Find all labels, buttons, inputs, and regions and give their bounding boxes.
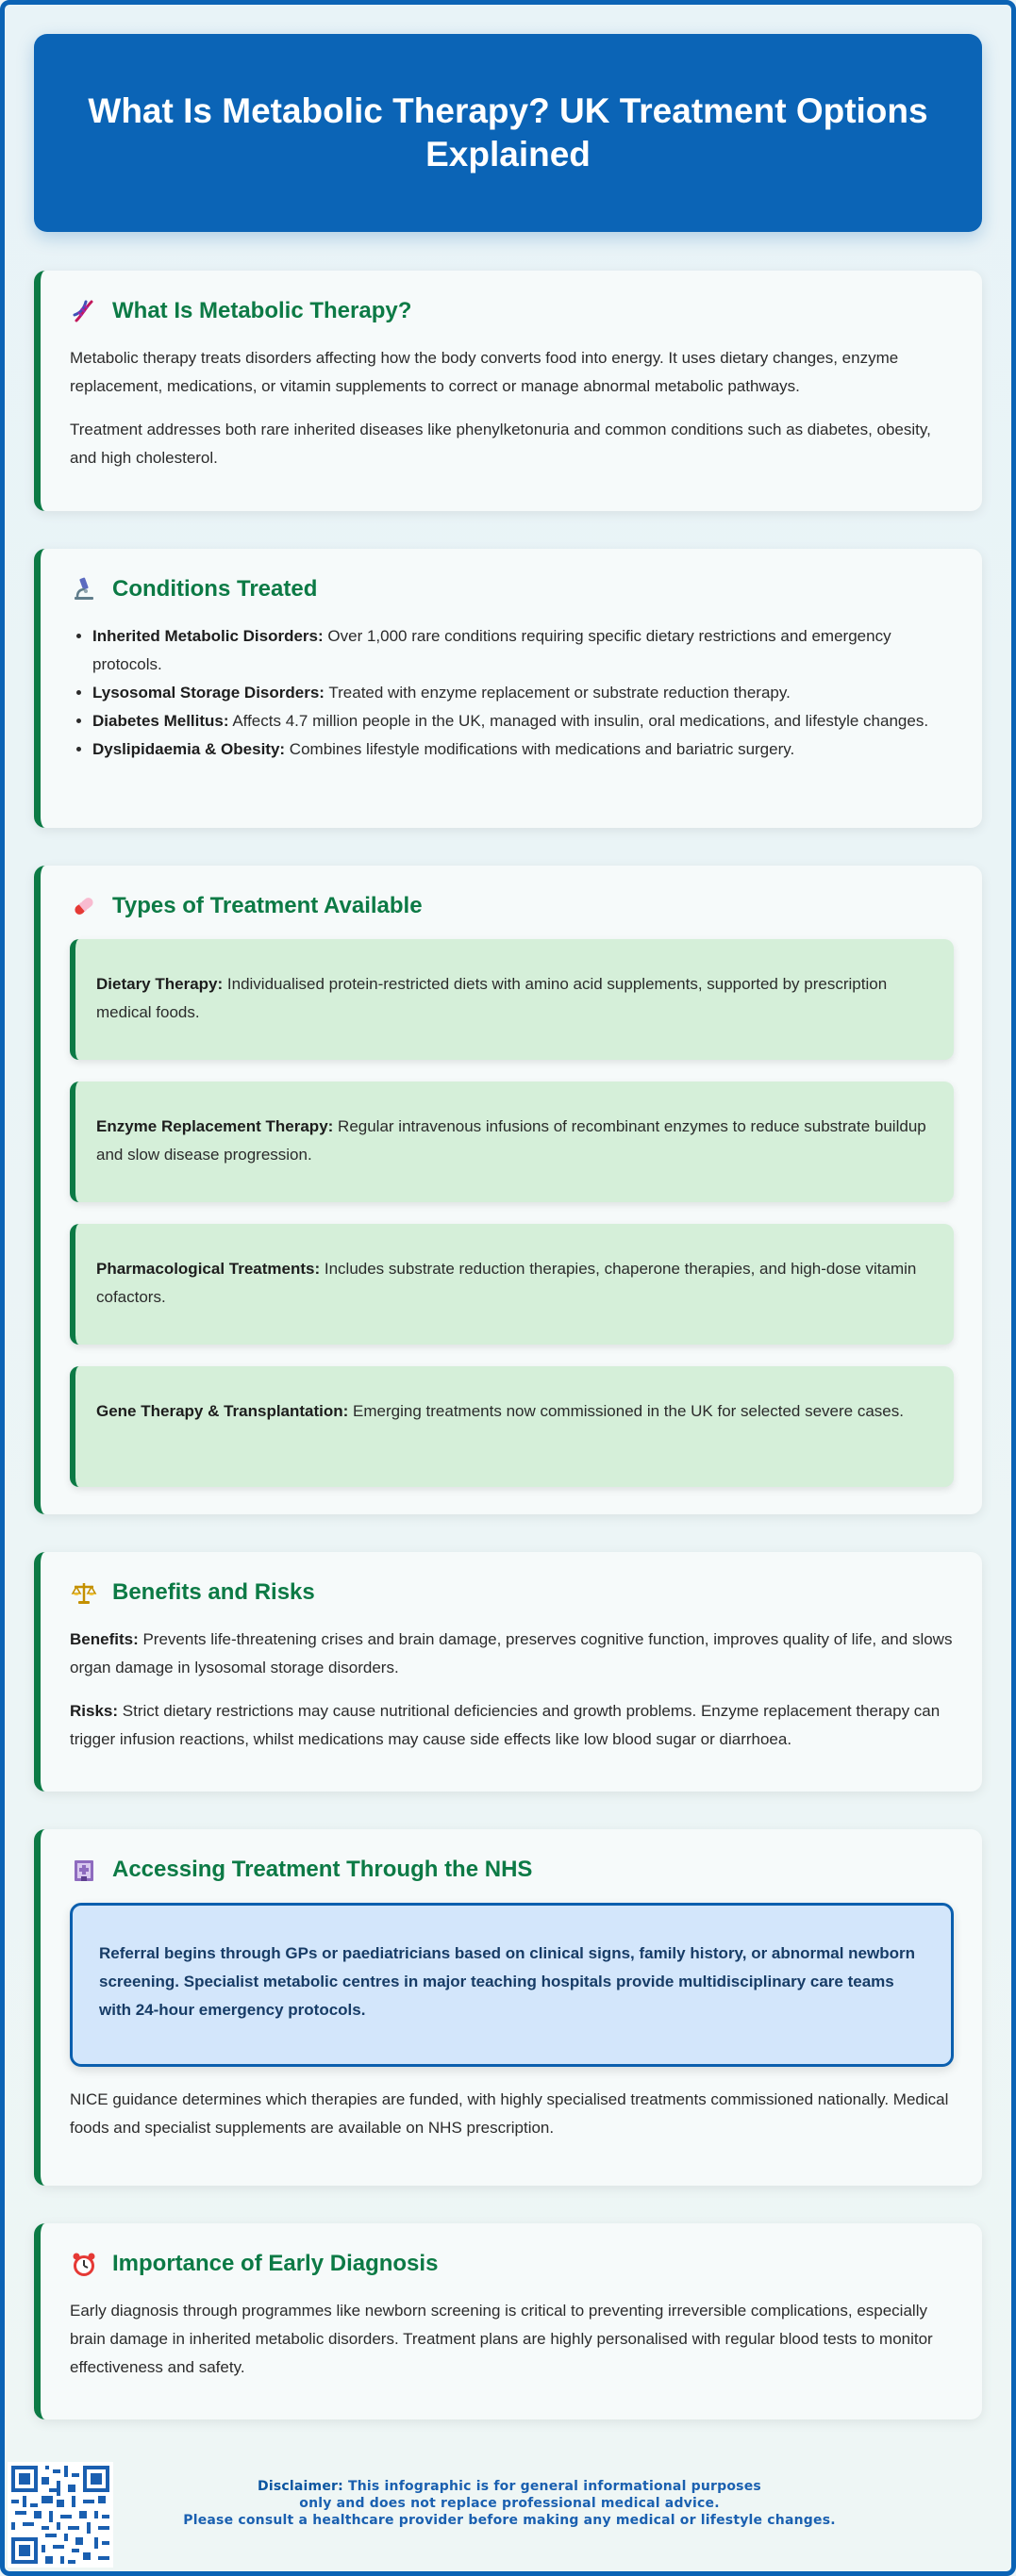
disclaimer-text: This infographic is for general informational purposes [342, 2479, 761, 2494]
pill-icon [70, 892, 98, 920]
microscope-icon [70, 575, 98, 603]
list-item [92, 735, 954, 764]
section-header [70, 1577, 954, 1609]
treatment-label: Pharmacological Treatments: [96, 1260, 321, 1278]
disclaimer [132, 2478, 887, 2529]
section-header [70, 573, 954, 605]
treatment-text: Regular intravenous infusions of recombinant enzymes to reduce substrate buildup and slow disease progression. [96, 1117, 926, 1164]
section-title: Types of Treatment Available [112, 893, 423, 918]
item-label: Dyslipidaemia & Obesity: [92, 740, 286, 758]
treatment-card [70, 1224, 954, 1345]
list-item [92, 679, 954, 707]
benefits-label: Benefits: [70, 1630, 139, 1648]
section-what-is [34, 271, 982, 511]
list-item [92, 622, 954, 679]
item-text: Combines lifestyle modifications with medications and bariatric surgery. [285, 740, 795, 758]
disclaimer-line: only and does not replace professional medical advice. [299, 2496, 720, 2511]
alarm-clock-icon [70, 2250, 98, 2278]
section-early-diagnosis [34, 2223, 982, 2419]
treatment-card [70, 939, 954, 1060]
section-title: Accessing Treatment Through the NHS [112, 1857, 533, 1882]
list-item [92, 707, 954, 735]
dna-icon [70, 297, 98, 325]
section-nhs-access [34, 1829, 982, 2186]
page-header [34, 34, 982, 232]
qr-code-icon[interactable] [8, 2462, 113, 2568]
section-header [70, 1854, 954, 1886]
treatment-text: Individualised protein-restricted diets with amino acid supplements, supported by prescription medical foods. [96, 975, 888, 1021]
benefits-paragraph [70, 1626, 954, 1682]
item-label: Lysosomal Storage Disorders: [92, 684, 325, 702]
item-text: Affects 4.7 million people in the UK, managed with insulin, oral medications, and lifestyle changes. [228, 712, 929, 730]
section-title: What Is Metabolic Therapy? [112, 298, 412, 323]
hospital-icon [70, 1856, 98, 1884]
item-text: Over 1,000 rare conditions requiring specific dietary restrictions and emergency protocols. [92, 627, 891, 673]
section-benefits-risks [34, 1552, 982, 1792]
scales-icon [70, 1578, 98, 1607]
item-label: Diabetes Mellitus: [92, 712, 229, 730]
conditions-list [92, 622, 954, 764]
nhs-highlight-box: Referral begins through GPs or paediatricians based on clinical signs, family history, or abnormal newborn screening. Specialist metabolic centres in major teaching hospitals provide multidisciplinary care teams with 24-hour emergency protocols. [70, 1903, 954, 2067]
treatment-text: Emerging treatments now commissioned in the UK for selected severe cases. [348, 1402, 904, 1420]
treatment-label: Enzyme Replacement Therapy: [96, 1117, 334, 1135]
page-title: What Is Metabolic Therapy? UK Treatment Options Explained [88, 91, 928, 173]
risks-text: Strict dietary restrictions may cause nutritional deficiencies and growth problems. Enzyme replacement therapy can trigger infusion reactions, whilst medications may cause side effects like low blood sugar or diarrhoea. [70, 1702, 941, 1748]
section-conditions [34, 549, 982, 828]
section-header [70, 2248, 954, 2280]
treatment-card [70, 1366, 954, 1487]
disclaimer-label: Disclaimer: [258, 2479, 343, 2494]
disclaimer-line: Please consult a healthcare provider before making any medical or lifestyle changes. [183, 2513, 836, 2528]
treatment-text: Includes substrate reduction therapies, chaperone therapies, and high-dose vitamin cofactors. [96, 1260, 917, 1306]
section-header [70, 295, 954, 327]
treatment-label: Gene Therapy & Transplantation: [96, 1402, 349, 1420]
risks-paragraph [70, 1697, 954, 1754]
paragraph: Early diagnosis through programmes like newborn screening is critical to preventing irreversible complications, especially brain damage in inherited metabolic disorders. Treatment plans are highly personalised with regular blood tests to monitor effectiveness and safety. [70, 2302, 933, 2376]
section-title: Conditions Treated [112, 576, 318, 602]
section-title: Benefits and Risks [112, 1579, 315, 1605]
item-text: Treated with enzyme replacement or substrate reduction therapy. [324, 684, 791, 702]
paragraph: Treatment addresses both rare inherited diseases like phenylketonuria and common conditions such as diabetes, obesity, and high cholesterol. [70, 421, 931, 467]
treatment-card [70, 1082, 954, 1202]
section-treatment-types [34, 866, 982, 1514]
section-title: Importance of Early Diagnosis [112, 2251, 439, 2276]
benefits-text: Prevents life-threatening crises and brain damage, preserves cognitive function, improves quality of life, and slows organ damage in lysosomal storage disorders. [70, 1630, 953, 1676]
paragraph: Metabolic therapy treats disorders affecting how the body converts food into energy. It uses dietary changes, enzyme replacement, medications, or vitamin supplements to correct or manage abnormal metabolic pathways. [70, 349, 899, 395]
section-header [70, 890, 954, 922]
risks-label: Risks: [70, 1702, 119, 1720]
disclaimer-line [132, 2478, 887, 2495]
treatment-label: Dietary Therapy: [96, 975, 224, 993]
paragraph: NICE guidance determines which therapies are funded, with highly specialised treatments commissioned nationally. Medical foods and specialist supplements are available on NHS prescription. [70, 2090, 949, 2137]
item-label: Inherited Metabolic Disorders: [92, 627, 324, 645]
